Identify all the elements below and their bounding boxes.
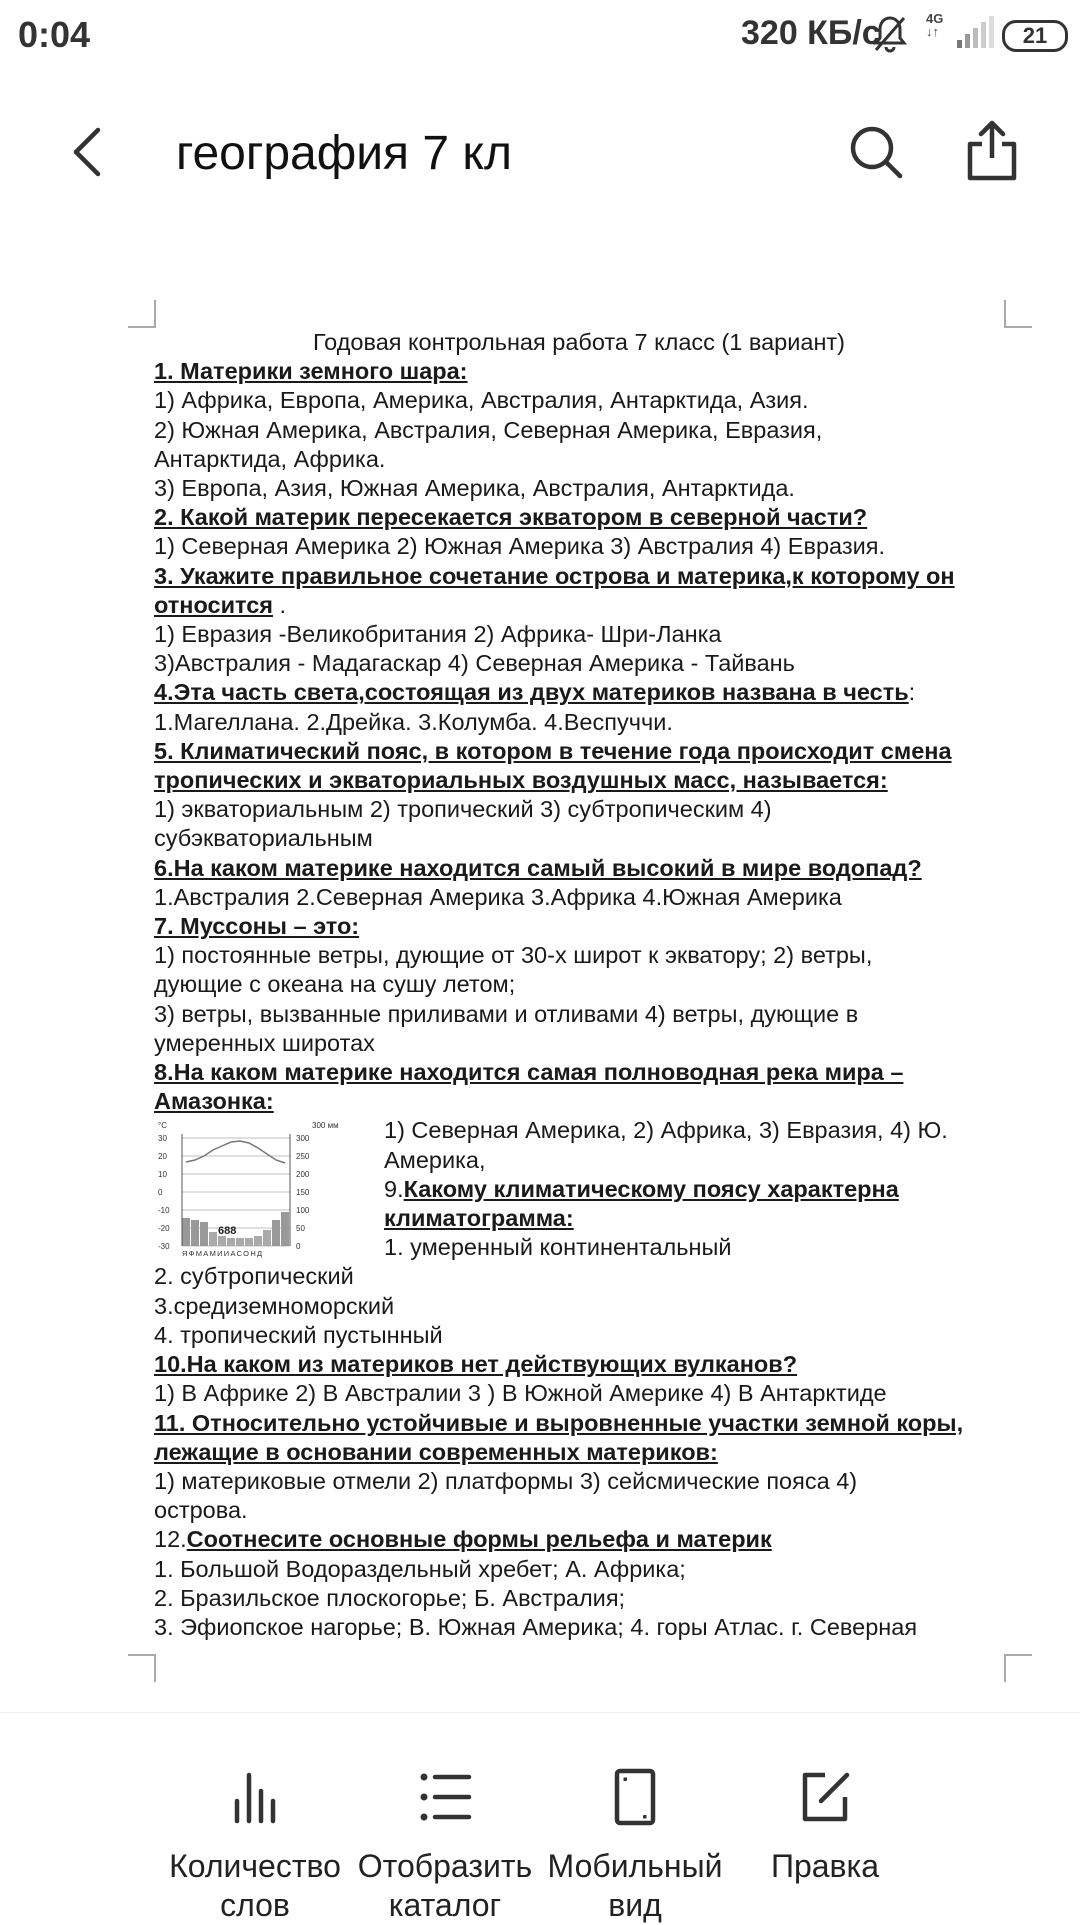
answer-line: 1.Австралия 2.Северная Америка 3.Африка 4.Южная Америка	[154, 883, 842, 910]
search-icon[interactable]	[846, 122, 906, 182]
answer-line: умеренных широтах	[154, 1029, 375, 1056]
climatogram-annotation: 688	[218, 1225, 237, 1238]
question-4: 4.Эта часть света,состоящая из двух материков названа в честь	[154, 679, 909, 706]
answer-line: 2) Южная Америка, Австралия, Северная Америка, Евразия,	[154, 416, 823, 443]
climatogram-temp-tick: 30	[158, 1134, 167, 1144]
answer-line: субэкваториальным	[154, 825, 373, 852]
page-corner-mark	[1004, 1654, 1032, 1682]
answer-line: 3) ветры, вызванные приливами и отливами 4) ветры, дующие в	[154, 1000, 859, 1027]
toolbar-label: Правка	[770, 1848, 880, 1884]
document-title: география 7 кл	[176, 127, 512, 180]
punctuation: .	[273, 591, 287, 618]
climatogram-precip-unit: 300 мм	[312, 1121, 339, 1131]
climatogram-precip-tick: 200	[296, 1170, 310, 1180]
status-time: 0:04	[18, 14, 91, 55]
question-10: 10.На каком из материков нет действующих вулканов?	[154, 1351, 798, 1378]
question-9: Какому климатическому поясу характерна	[403, 1175, 899, 1202]
word-count-button[interactable]	[160, 1713, 350, 1925]
question-3: 3. Укажите правильное сочетание острова и материка,к которому он	[154, 562, 955, 589]
network-type: 4G ↓↑	[926, 11, 944, 39]
climatogram-temp-tick: -20	[158, 1224, 170, 1234]
bottom-toolbar	[0, 1712, 1080, 1921]
climatogram-precip-tick: 100	[296, 1206, 310, 1216]
climatogram-precip-tick: 250	[296, 1152, 310, 1162]
answer-line: 1. умеренный континентальный	[384, 1234, 732, 1261]
status-bar	[0, 0, 1080, 72]
edit-button[interactable]	[730, 1713, 920, 1886]
climatogram-months: ЯФМАМИИАСОНД	[182, 1249, 264, 1259]
page-corner-mark	[128, 1654, 156, 1682]
answer-line: 4. тропический пустынный	[154, 1321, 443, 1348]
toolbar-label: Отобразить	[357, 1848, 533, 1884]
question-8: 8.На каком материке находится самая полноводная река мира –	[154, 1059, 904, 1086]
question-5: 5. Климатический пояс, в котором в течение года происходит смена	[154, 737, 952, 764]
page-corner-mark	[1004, 300, 1032, 328]
back-arrow-icon[interactable]	[60, 122, 120, 182]
toolbar-label: слов	[220, 1887, 290, 1923]
list-icon	[415, 1767, 475, 1827]
question-8-cont: Амазонка:	[154, 1088, 274, 1115]
question-5-cont: тропических и экваториальных воздушных масс, называется:	[154, 767, 888, 794]
answer-line: 1) В Африке 2) В Австралии 3 ) В Южной Америке 4) В Антарктиде	[154, 1380, 887, 1407]
climatogram-precip-tick: 150	[296, 1188, 310, 1198]
climatogram-temp-tick: -30	[158, 1242, 170, 1252]
answer-line: 1) Северная Америка 2) Южная Америка 3) Австралия 4) Евразия.	[154, 533, 885, 560]
climatogram-precip-tick: 50	[296, 1224, 305, 1234]
toolbar-label: каталог	[388, 1887, 502, 1923]
answer-line: Антарктида, Африка.	[154, 445, 386, 472]
battery-indicator: 21	[1002, 20, 1068, 52]
answer-line: 1) Северная Америка, 2) Африка, 3) Евразия, 4) Ю.	[384, 1117, 948, 1144]
question-3-cont: относится	[154, 591, 274, 618]
question-1: 1. Материки земного шара:	[154, 358, 468, 385]
climatogram-temp-tick: 20	[158, 1152, 167, 1162]
page-corner-mark	[128, 300, 156, 328]
bar-chart-icon	[225, 1767, 285, 1827]
question-12-number: 12.	[154, 1526, 187, 1553]
answer-line: дующие с океана на сушу летом;	[154, 971, 516, 998]
question-11: 11. Относительно устойчивые и выровненные участки земной коры,	[154, 1409, 964, 1436]
climatogram-precip-tick: 300	[296, 1134, 310, 1144]
share-icon[interactable]	[962, 118, 1022, 182]
show-catalog-button[interactable]	[350, 1713, 540, 1925]
answer-line: 1) материковые отмели 2) платформы 3) сейсмические пояса 4)	[154, 1467, 858, 1494]
answer-line: 1.Магеллана. 2.Дрейка. 3.Колумба. 4.Веспуччи.	[154, 708, 673, 735]
mute-bell-icon	[872, 14, 908, 59]
question-7: 7. Муссоны – это:	[154, 913, 360, 940]
question-11-cont: лежащие в основании современных материков:	[154, 1438, 718, 1465]
question-2: 2. Какой материк пересекается экватором в северной части?	[154, 504, 868, 531]
question-9-number: 9.	[384, 1175, 404, 1202]
question-12: Соотнесите основные формы рельефа и материк	[186, 1526, 772, 1553]
climatogram-precip-tick: 0	[296, 1242, 301, 1252]
answer-line: острова.	[154, 1497, 248, 1524]
climatogram-image	[154, 1120, 354, 1258]
frame-icon	[605, 1767, 665, 1827]
document-text	[154, 328, 1012, 1642]
answer-line: Америка,	[384, 1146, 486, 1173]
signal-icon	[955, 16, 995, 53]
climatogram-temp-unit: °C	[158, 1121, 167, 1131]
answer-line: 1) Африка, Европа, Америка, Австралия, Антарктида, Азия.	[154, 387, 809, 414]
toolbar-label: Мобильный	[547, 1848, 723, 1884]
answer-line: 1) экваториальным 2) тропический 3) субтропическим 4)	[154, 796, 772, 823]
question-6: 6.На каком материке находится самый высокий в мире водопад?	[154, 854, 922, 881]
answer-line: 1) Евразия -Великобритания 2) Африка- Шри-Ланка	[154, 621, 722, 648]
climatogram-temp-tick: 0	[158, 1188, 163, 1198]
answer-line: 2. субтропический	[154, 1263, 354, 1290]
app-bar	[0, 90, 1080, 220]
climatogram-temp-tick: 10	[158, 1170, 167, 1180]
document-page[interactable]	[0, 300, 1080, 1685]
punctuation: :	[908, 679, 916, 706]
answer-line: 2. Бразильское плоскогорье; Б. Австралия;	[154, 1584, 626, 1611]
answer-line: 3) Европа, Азия, Южная Америка, Австралия, Антарктида.	[154, 475, 795, 502]
answer-line: 3. Эфиопское нагорье; В. Южная Америка; 4. горы Атлас. г. Северная	[154, 1613, 918, 1640]
toolbar-label: вид	[608, 1887, 662, 1923]
answer-line: 3)Австралия - Мадагаскар 4) Северная Америка - Тайвань	[154, 650, 795, 677]
climatogram-temp-tick: -10	[158, 1206, 170, 1216]
status-speed: 320 КБ/с	[741, 14, 881, 52]
edit-icon	[795, 1767, 855, 1827]
answer-line: 3.средиземноморский	[154, 1292, 395, 1319]
toolbar-label: Количество	[169, 1848, 341, 1884]
document-heading: Годовая контрольная работа 7 класс (1 вариант)	[312, 329, 846, 355]
answer-line: 1) постоянные ветры, дующие от 30-х широт к экватору; 2) ветры,	[154, 942, 873, 969]
question-9-cont: климатограмма:	[384, 1205, 574, 1232]
mobile-view-button[interactable]	[540, 1713, 730, 1925]
answer-line: 1. Большой Водораздельный хребет; А. Африка;	[154, 1555, 686, 1582]
